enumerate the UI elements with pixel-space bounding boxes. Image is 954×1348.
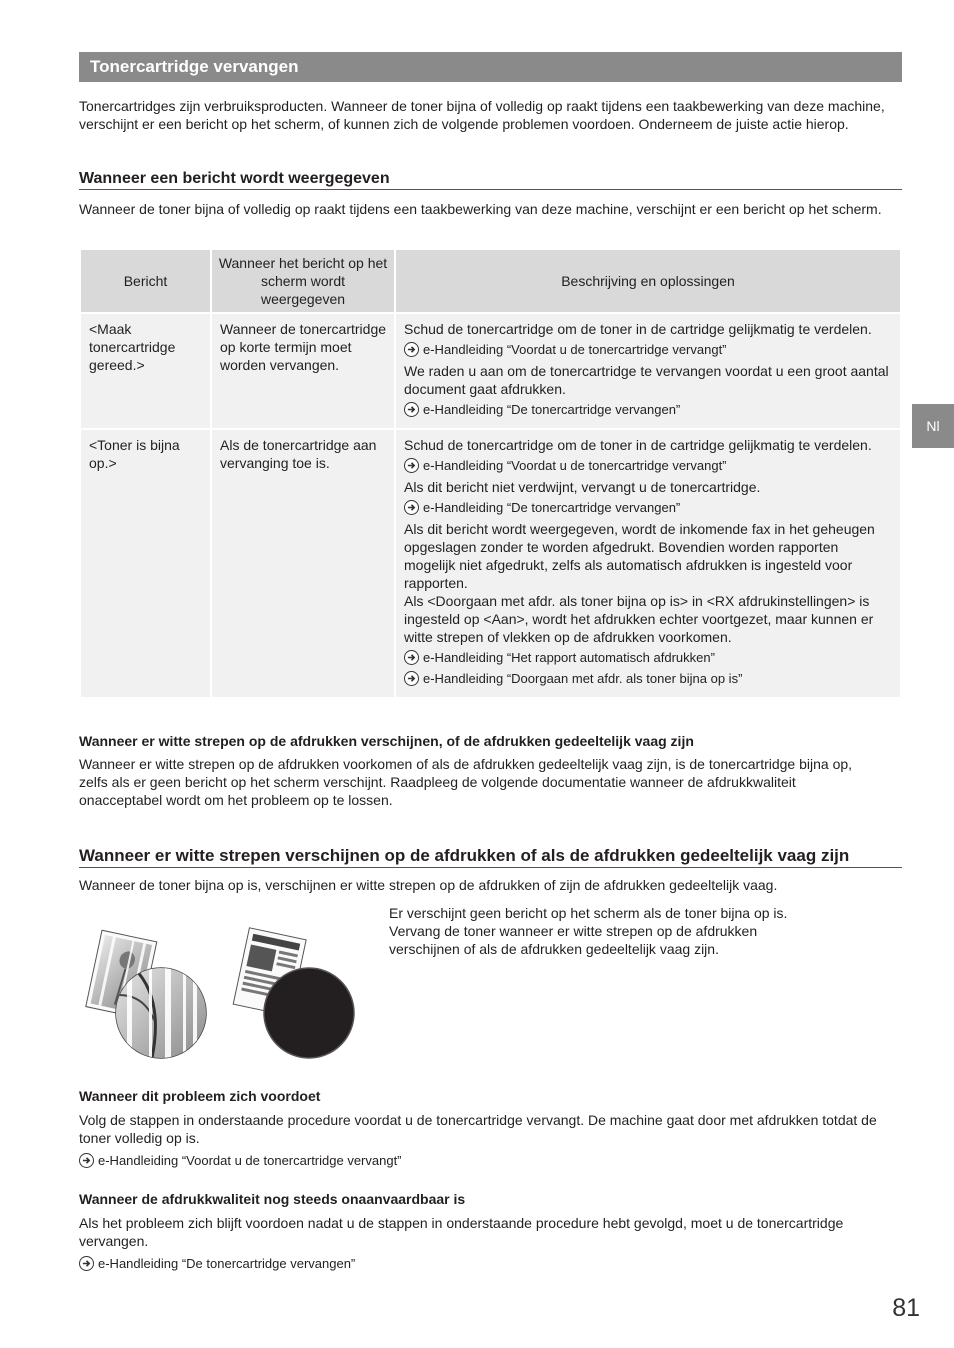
arrow-right-circle-icon: [404, 650, 419, 665]
heading-when-problem: Wanneer dit probleem zich voordoet: [79, 1088, 321, 1104]
description-cell: [395, 313, 901, 429]
ref-label: e-Handleiding “Voordat u de tonercartridge vervangt”: [423, 342, 727, 357]
message-shown-text: Wanneer de toner bijna of volledig op raakt tijdens een taakbewerking van deze machine, verschijnt er een bericht op het scherm.: [79, 201, 882, 217]
section-title-bar: [79, 52, 902, 82]
streaks-section-text: Wanneer de toner bijna op is, verschijnen er witte strepen op de afdrukken of zijn de afdrukken gedeeltelijk vaag.: [79, 877, 778, 893]
message-cell: <Toner is bijna op.>: [80, 429, 211, 698]
description-text: We raden u aan om de tonercartridge te vervangen voordat u een groot aantal document gaat afdrukken.: [404, 363, 889, 397]
arrow-right-circle-icon: [404, 458, 419, 473]
ref-label: e-Handleiding “De tonercartridge vervangen”: [423, 500, 681, 515]
message-cell: <Maak tonercartridge gereed.>: [80, 313, 211, 429]
description-text: Als <Doorgaan met afdr. als toner bijna op is> in <RX afdrukinstellingen> is ingesteld op <Aan>, wordt het afdrukken echter voortgezet, maar kunnen er witte strepen of vlekken op de afdrukken voorkomen.: [404, 593, 874, 645]
header-message: Bericht: [80, 249, 211, 313]
ref-replace-cartridge[interactable]: [79, 1255, 355, 1272]
heading-streaks-section: Wanneer er witte strepen verschijnen op de afdrukken of als de afdrukken gedeeltelijk vaag zijn: [79, 846, 902, 868]
ref-label: e-Handleiding “De tonercartridge vervangen”: [98, 1256, 356, 1271]
intro-text: Tonercartridges zijn verbruiksproducten. Wanneer de toner bijna of volledig op raakt tijdens een taakbewerking van deze machine, verschijnt er een bericht op het scherm, of kunnen zich de volgende problemen voordoen. Onderneem de juiste actie hierop.: [79, 98, 885, 132]
manual-reference-link[interactable]: [404, 670, 893, 687]
manual-reference-link[interactable]: [404, 649, 893, 666]
manual-reference-link[interactable]: [404, 457, 893, 474]
description-text: Als dit bericht wordt weergegeven, wordt de inkomende fax in het geheugen opgeslagen zonder te worden afgedrukt. Bovendien worden rapporten mogelijk niet afgedrukt, zelfs als automatisch afdrukken is ingesteld voor rapporten.: [404, 521, 875, 591]
manual-reference-link[interactable]: [404, 401, 893, 418]
ref-label: e-Handleiding “Doorgaan met afdr. als toner bijna op is”: [423, 671, 743, 686]
quality-unacceptable-text: Als het probleem zich blijft voordoen nadat u de stappen in onderstaande procedure hebt gevolgd, moet u de tonercartridge vervangen.: [79, 1215, 844, 1249]
arrow-right-circle-icon: [79, 1256, 94, 1271]
heading-white-streaks: Wanneer er witte strepen op de afdrukken verschijnen, of de afdrukken gedeeltelijk vaag zijn: [79, 733, 694, 749]
table-row: [80, 313, 901, 429]
message-table: [79, 248, 902, 699]
when-cell: Wanneer de tonercartridge op korte termijn moet worden vervangen.: [211, 313, 395, 429]
ref-label: e-Handleiding “Voordat u de tonercartridge vervangt”: [423, 458, 727, 473]
description-text: Als dit bericht niet verdwijnt, vervangt u de tonercartridge.: [404, 479, 761, 495]
side-text: Er verschijnt geen bericht op het scherm als de toner bijna op is. Vervang de toner wanneer er witte strepen op de afdrukken verschijnen of als de afdrukken gedeeltelijk vaag zijn.: [389, 905, 788, 957]
ref-label: e-Handleiding “Het rapport automatisch afdrukken”: [423, 650, 715, 665]
heading-message-shown: Wanneer een bericht wordt weergegeven: [79, 170, 902, 190]
section-title: Tonercartridge vervangen: [90, 57, 299, 76]
when-cell: Als de tonercartridge aan vervanging toe is.: [211, 429, 395, 698]
arrow-right-circle-icon: [404, 402, 419, 417]
white-streaks-text: Wanneer er witte strepen op de afdrukken voorkomen of als de afdrukken gedeeltelijk vaag zijn, is de tonercartridge bijna op, zelfs als er geen bericht op het scherm verschijnt. Raadpleeg de volgende documentatie wanneer de afdrukkwaliteit onacceptabel wordt om het probleem op te lossen.: [79, 756, 853, 808]
when-problem-text: Volg de stappen in onderstaande procedure voordat u de tonercartridge vervangt. De machine gaat door met afdrukken totdat de toner volledig op is.: [79, 1112, 877, 1146]
description-cell: [395, 429, 901, 698]
table-header-row: [80, 249, 901, 313]
table-row: [80, 429, 901, 698]
manual-reference-link[interactable]: [404, 499, 893, 516]
ref-label: e-Handleiding “Voordat u de tonercartridge vervangt”: [98, 1153, 402, 1168]
manual-reference-link[interactable]: [404, 341, 893, 358]
arrow-right-circle-icon: [404, 500, 419, 515]
arrow-right-circle-icon: [404, 671, 419, 686]
arrow-right-circle-icon: [404, 342, 419, 357]
language-tab: Nl: [912, 404, 954, 448]
arrow-right-circle-icon: [79, 1153, 94, 1168]
header-description: Beschrijving en oplossingen: [395, 249, 901, 313]
description-text: Schud de tonercartridge om de toner in de cartridge gelijkmatig te verdelen.: [404, 321, 872, 337]
streaks-illustration: [79, 925, 364, 1065]
description-text: Schud de tonercartridge om de toner in de cartridge gelijkmatig te verdelen.: [404, 437, 872, 453]
header-when: Wanneer het bericht op het scherm wordt weergegeven: [211, 249, 395, 313]
page-number: 81: [892, 1294, 920, 1322]
ref-label: e-Handleiding “De tonercartridge vervangen”: [423, 402, 681, 417]
heading-quality-unacceptable: Wanneer de afdrukkwaliteit nog steeds onaanvaardbaar is: [79, 1191, 466, 1207]
ref-before-replacing[interactable]: [79, 1152, 402, 1169]
